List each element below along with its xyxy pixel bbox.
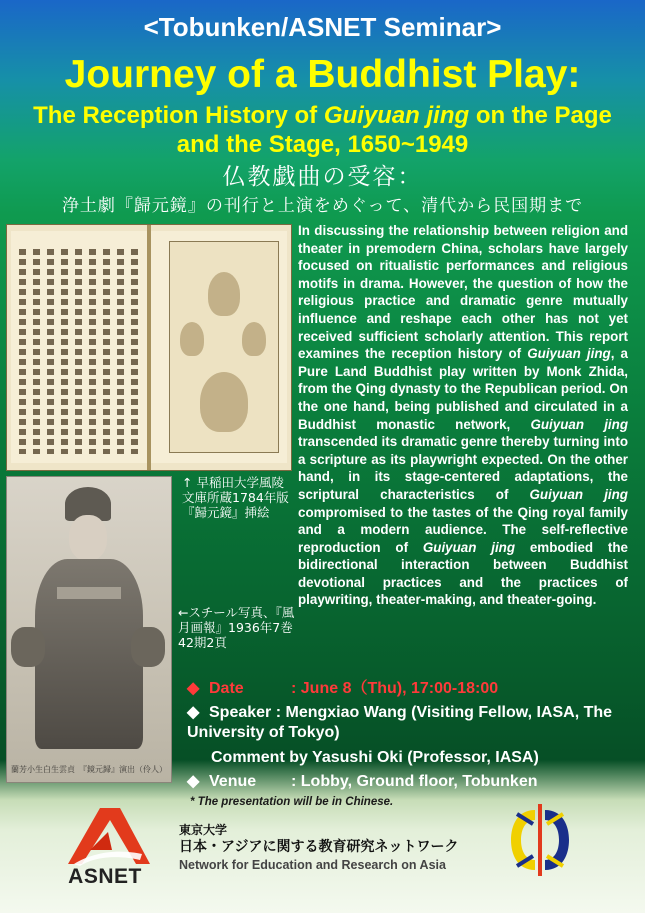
abstract-italic: Guiyuan jing: [527, 346, 611, 362]
language-note: * The presentation will be in Chinese.: [190, 796, 394, 808]
subtitle-text-2: on the Page and the Stage, 1650~1949: [176, 102, 612, 158]
diamond-bullet-icon: ◆: [187, 680, 200, 697]
university-name: 東京大学: [179, 823, 228, 837]
abstract-italic: Guiyuan jing: [422, 539, 516, 555]
actor-stage-photo: [6, 476, 172, 783]
diamond-bullet-icon: ◆: [187, 773, 200, 790]
abstract-text: transcended its dramatic genre thereby turning into a scripture as its playwright expected. On the other hand, in its stage-centered adaptations, the scriptural characteristics of: [298, 434, 628, 502]
tobunken-logo-icon: [505, 800, 575, 880]
subtitle-italic: Guiyuan jing: [323, 102, 470, 129]
seminar-label: <Tobunken/ASNET Seminar>: [143, 12, 502, 42]
comment-row: Comment by Yasushi Oki (Professor, IASA): [211, 749, 539, 766]
event-details: [187, 679, 637, 794]
jp-subtitle: 浄土劇『歸元鏡』の刊行と上演をめぐって、清代から民国期まで: [61, 196, 584, 216]
date-label: Date: [209, 680, 244, 697]
jp-title: 仏教戯曲の受容：: [222, 164, 423, 190]
date-row: [187, 679, 637, 703]
subtitle: [10, 101, 635, 159]
abstract-text: compromised to the tastes of the Qing royal family and a modern audience. The self-reflective reproduction of: [298, 504, 628, 555]
organization-block: [179, 822, 479, 874]
org-name-jp: 日本・アジアに関する教育研究ネットワーク: [179, 839, 459, 855]
subtitle-text-1: The Reception History of: [33, 102, 324, 129]
abstract-italic: Guiyuan jing: [529, 486, 628, 502]
buddha-illustration: [169, 241, 279, 453]
woodblock-book-image: [6, 224, 292, 471]
speaker-label: Speaker: [209, 704, 272, 721]
asnet-logo-text: ASNET: [68, 865, 142, 888]
diamond-bullet-icon: ◆: [187, 704, 200, 721]
book-right-page: [151, 231, 287, 463]
date-value: : June 8（Thu), 17:00-18:00: [291, 680, 499, 697]
abstract-text: , a Pure Land Buddhist play written by Monk Zhida, from the Qing dynasty to the Republican period. On the one hand, being published and circulated in a Buddhist monastic network,: [298, 346, 628, 432]
main-title: Journey of a Buddhist Play:: [64, 53, 581, 96]
book-caption: ↑ 早稲田大学風陵文庫所蔵1784年版『歸元鏡』挿絵: [182, 475, 289, 520]
venue-label: Venue: [209, 773, 257, 790]
org-name-en: Network for Education and Research on Asia: [179, 858, 446, 872]
photo-inscription: 蘭芳小生白生雲貞 『鏡元歸』演出（伶人）: [11, 765, 167, 774]
abstract-text: In discussing the relationship between religion and theater in premodern China, scholars have largely focused on ritualistic performances and religious motifs in drama. However, the question of how the religious practice and dramatic genre mutually influence and reshape each other has not yet received sufficient scholarly attention. This report examines the reception history of: [298, 223, 628, 362]
abstract-italic: Guiyuan jing: [530, 416, 628, 432]
abstract: [298, 222, 628, 609]
book-left-page: [11, 231, 147, 463]
photo-caption: ←スチール写真、『風月画報』1936年7巻42期2頁: [178, 605, 295, 650]
speaker-row: [187, 703, 637, 746]
abstract-text: embodied the bidirectional interaction between Buddhist devotional practices and the practices of playwriting, theater-making, and theater-going.: [298, 539, 628, 608]
venue-value: : Lobby, Ground floor, Tobunken: [291, 773, 538, 790]
speaker-value: : Mengxiao Wang (Visiting Fellow, IASA, The University of Tokyo): [187, 704, 613, 741]
venue-row: [187, 772, 637, 794]
